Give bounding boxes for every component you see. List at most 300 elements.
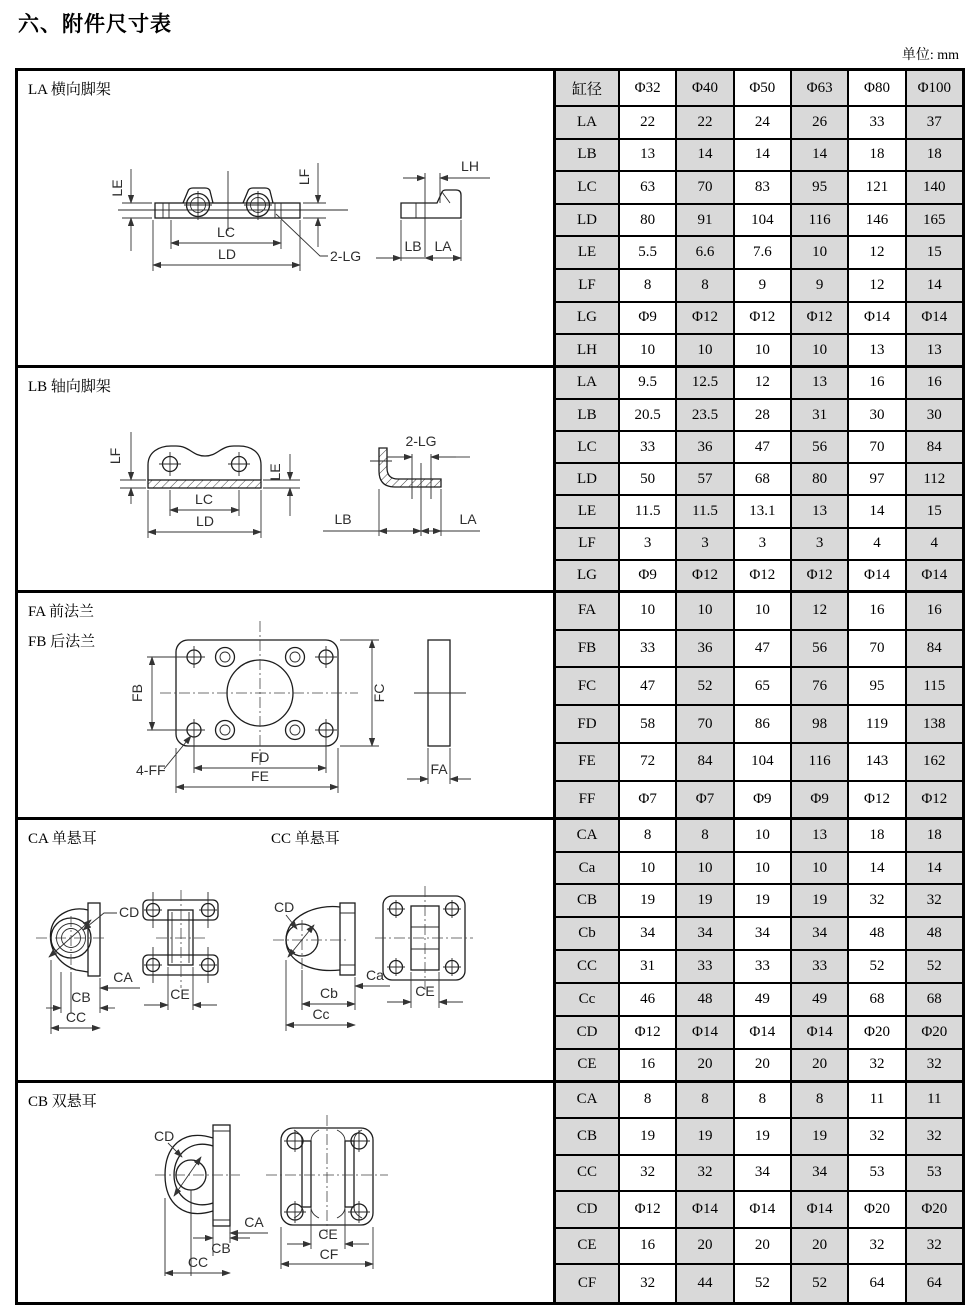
value-cell: 12.5: [677, 368, 734, 398]
value-cell: 32: [907, 1229, 962, 1264]
table-row: [556, 561, 962, 593]
dim-label-cb-cc: CC: [187, 1254, 209, 1270]
value-cell: Φ14: [677, 1017, 734, 1048]
value-cell: 76: [792, 668, 849, 704]
value-cell: 19: [735, 1119, 792, 1154]
table-row: [556, 400, 962, 432]
value-cell: 8: [735, 1083, 792, 1118]
dim-label-la: LA: [459, 511, 477, 527]
table-row: [556, 1119, 962, 1156]
section-title-fa: FA 前法兰: [28, 604, 94, 620]
value-cell: 20: [792, 1229, 849, 1264]
value-cell: Φ12: [907, 782, 962, 817]
table-row: [556, 140, 962, 173]
dim-label-lb: LB: [404, 238, 422, 254]
row-label: CC: [556, 951, 620, 982]
value-cell: 6.6: [677, 237, 734, 268]
value-cell: 3: [792, 529, 849, 559]
front-view: [129, 621, 387, 793]
value-cell: Φ14: [907, 303, 962, 334]
value-cell: 36: [677, 631, 734, 667]
dim-label-fd: FD: [250, 749, 270, 765]
value-cell: 46: [620, 984, 677, 1015]
value-cell: 70: [849, 631, 906, 667]
table-row: [556, 270, 962, 303]
value-cell: 162: [907, 744, 962, 780]
flange-drawing: [18, 593, 553, 817]
value-cell: 68: [735, 464, 792, 494]
side-view: [376, 158, 490, 261]
value-cell: 97: [849, 464, 906, 494]
table-row: [556, 432, 962, 464]
table-row: [556, 820, 962, 853]
header-cell: Φ50: [735, 71, 792, 105]
value-cell: 32: [620, 1156, 677, 1191]
table-row: [556, 205, 962, 238]
value-cell: 70: [849, 432, 906, 462]
value-cell: 30: [849, 400, 906, 430]
value-cell: 146: [849, 205, 906, 236]
value-cell: 72: [620, 744, 677, 780]
table-row: [556, 172, 962, 205]
value-cell: 3: [677, 529, 734, 559]
value-cell: 22: [677, 107, 734, 138]
value-cell: 20: [735, 1229, 792, 1264]
value-cell: 19: [677, 885, 734, 916]
value-cell: Φ9: [620, 561, 677, 590]
dimension-sheet-box: [15, 68, 965, 1305]
dim-label-fe: FE: [251, 768, 269, 784]
value-cell: 44: [677, 1265, 734, 1302]
table-row: [556, 593, 962, 631]
header-cell: Φ80: [849, 71, 906, 105]
value-cell: 14: [735, 140, 792, 171]
front-view: [109, 163, 361, 271]
value-cell: 48: [677, 984, 734, 1015]
section-title-fb: FB 后法兰: [28, 634, 96, 650]
table-header-row: [556, 71, 962, 107]
table-row: [556, 1192, 962, 1229]
row-label: LC: [556, 432, 620, 462]
row-label: LF: [556, 270, 620, 301]
table-row: [556, 918, 962, 951]
value-cell: 49: [735, 984, 792, 1015]
value-cell: 32: [849, 1119, 906, 1154]
value-cell: 33: [735, 951, 792, 982]
value-cell: 16: [620, 1229, 677, 1264]
value-cell: 19: [735, 885, 792, 916]
value-cell: 50: [620, 464, 677, 494]
dim-label-fb: FB: [129, 684, 145, 702]
table-row: [556, 237, 962, 270]
value-cell: 34: [735, 1156, 792, 1191]
value-cell: 14: [792, 140, 849, 171]
value-cell: Φ14: [792, 1017, 849, 1048]
ca-front-view: [143, 890, 218, 1010]
value-cell: 19: [677, 1119, 734, 1154]
table-row: [556, 984, 962, 1017]
value-cell: 121: [849, 172, 906, 203]
header-cell-bore: 缸径: [556, 71, 620, 105]
row-label: CE: [556, 1050, 620, 1080]
value-cell: 13.1: [735, 496, 792, 526]
value-cell: 34: [620, 918, 677, 949]
row-label: FC: [556, 668, 620, 704]
value-cell: 12: [792, 593, 849, 629]
dim-label-lg: 2-LG: [330, 248, 362, 264]
value-cell: 4: [907, 529, 962, 559]
row-label: CB: [556, 885, 620, 916]
dim-label-ca-cc: CC: [65, 1009, 87, 1025]
value-cell: 9.5: [620, 368, 677, 398]
value-cell: 80: [620, 205, 677, 236]
value-cell: 31: [620, 951, 677, 982]
value-cell: Φ14: [907, 561, 962, 590]
row-label: CD: [556, 1192, 620, 1227]
table-row: [556, 1017, 962, 1050]
panel-single-clevis: [18, 820, 553, 1083]
value-cell: 138: [907, 706, 962, 742]
value-cell: Φ12: [677, 561, 734, 590]
value-cell: Φ9: [735, 782, 792, 817]
value-cell: 16: [620, 1050, 677, 1080]
value-cell: 33: [677, 951, 734, 982]
value-cell: Φ7: [620, 782, 677, 817]
dim-label-le: LE: [267, 463, 283, 481]
value-cell: Φ14: [792, 1192, 849, 1227]
side-view: [323, 433, 480, 536]
value-cell: 23.5: [677, 400, 734, 430]
value-cell: 28: [735, 400, 792, 430]
value-cell: 9: [735, 270, 792, 301]
dim-label-cb-ce: CE: [318, 1226, 338, 1242]
value-cell: 5.5: [620, 237, 677, 268]
header-cell: Φ40: [677, 71, 734, 105]
value-cell: 34: [792, 918, 849, 949]
dim-label-cb-cd: CD: [154, 1128, 175, 1144]
value-cell: 65: [735, 668, 792, 704]
value-cell: 12: [849, 270, 906, 301]
panel-la-foot-mount: [18, 71, 553, 368]
row-label: LA: [556, 107, 620, 138]
value-cell: 14: [907, 853, 962, 884]
value-cell: 10: [677, 335, 734, 365]
row-label: LG: [556, 561, 620, 590]
single-clevis-drawing: [18, 820, 553, 1080]
value-cell: 11: [907, 1083, 962, 1118]
cc-side-view: [273, 899, 390, 1031]
row-label: LD: [556, 205, 620, 236]
value-cell: Φ12: [792, 303, 849, 334]
value-cell: 16: [849, 368, 906, 398]
value-cell: Φ20: [849, 1192, 906, 1227]
value-cell: 95: [849, 668, 906, 704]
value-cell: 48: [907, 918, 962, 949]
value-cell: 10: [677, 853, 734, 884]
value-cell: 32: [620, 1265, 677, 1302]
value-cell: 13: [792, 820, 849, 851]
dim-label-le: LE: [109, 179, 125, 197]
row-label: LB: [556, 400, 620, 430]
lb-foot-mount-drawing: [18, 368, 553, 590]
row-label: LB: [556, 140, 620, 171]
value-cell: 10: [620, 853, 677, 884]
value-cell: 33: [792, 951, 849, 982]
dim-label-ff: 4-FF: [136, 762, 166, 778]
value-cell: 19: [792, 885, 849, 916]
value-cell: 31: [792, 400, 849, 430]
value-cell: 34: [735, 918, 792, 949]
table-row: [556, 107, 962, 140]
value-cell: 10: [735, 335, 792, 365]
value-cell: Φ20: [907, 1017, 962, 1048]
dim-label-cc-cc: Cc: [312, 1006, 330, 1022]
value-cell: 4: [849, 529, 906, 559]
value-cell: 9: [792, 270, 849, 301]
value-cell: 52: [735, 1265, 792, 1302]
value-cell: 11.5: [620, 496, 677, 526]
section-title-lb: LB 轴向脚架: [28, 379, 111, 395]
row-label: CE: [556, 1229, 620, 1264]
panel-lb-foot-mount: [18, 368, 553, 593]
value-cell: 20: [677, 1229, 734, 1264]
value-cell: 12: [735, 368, 792, 398]
value-cell: 36: [677, 432, 734, 462]
row-label: LD: [556, 464, 620, 494]
value-cell: 12: [849, 237, 906, 268]
value-cell: 52: [792, 1265, 849, 1302]
dim-label-ld: LD: [218, 246, 236, 262]
table-row: [556, 706, 962, 744]
section-title-cb: CB 双悬耳: [28, 1094, 97, 1110]
value-cell: 20: [735, 1050, 792, 1080]
double-clevis-drawing: [18, 1083, 553, 1302]
value-cell: Φ12: [620, 1017, 677, 1048]
table-row: [556, 853, 962, 886]
dim-label-cc-ca: Ca: [366, 967, 384, 983]
table-row: [556, 1229, 962, 1266]
row-label: LF: [556, 529, 620, 559]
value-cell: 47: [620, 668, 677, 704]
row-label: Ca: [556, 853, 620, 884]
value-cell: 53: [907, 1156, 962, 1191]
value-cell: 19: [620, 885, 677, 916]
value-cell: 37: [907, 107, 962, 138]
dim-label-cc-cb: Cb: [320, 985, 338, 1001]
value-cell: 14: [677, 140, 734, 171]
value-cell: 64: [907, 1265, 962, 1302]
value-cell: 165: [907, 205, 962, 236]
value-cell: 143: [849, 744, 906, 780]
value-cell: Φ14: [849, 561, 906, 590]
section-title-la: LA 横向脚架: [28, 82, 111, 98]
dim-label-fa: FA: [430, 761, 448, 777]
value-cell: 30: [907, 400, 962, 430]
value-cell: 18: [849, 820, 906, 851]
value-cell: 26: [792, 107, 849, 138]
value-cell: 7.6: [735, 237, 792, 268]
value-cell: 34: [792, 1156, 849, 1191]
value-cell: 8: [677, 270, 734, 301]
value-cell: Φ12: [677, 303, 734, 334]
value-cell: 13: [792, 368, 849, 398]
value-cell: Φ12: [735, 561, 792, 590]
value-cell: 84: [907, 631, 962, 667]
value-cell: 18: [907, 140, 962, 171]
value-cell: 112: [907, 464, 962, 494]
row-label: LA: [556, 368, 620, 398]
value-cell: 8: [620, 1083, 677, 1118]
value-cell: 56: [792, 432, 849, 462]
value-cell: 15: [907, 237, 962, 268]
row-label: LH: [556, 335, 620, 365]
dim-label-lc: LC: [195, 491, 213, 507]
row-label: FF: [556, 782, 620, 817]
table-row: [556, 368, 962, 400]
value-cell: Φ9: [620, 303, 677, 334]
value-cell: 13: [620, 140, 677, 171]
page-title: 六、附件尺寸表: [18, 13, 172, 36]
value-cell: Φ14: [735, 1017, 792, 1048]
value-cell: 34: [677, 918, 734, 949]
row-label: CB: [556, 1119, 620, 1154]
value-cell: 10: [792, 853, 849, 884]
dim-label-ca-ca: CA: [113, 969, 133, 985]
value-cell: 14: [849, 496, 906, 526]
value-cell: 47: [735, 631, 792, 667]
table-row: [556, 303, 962, 336]
value-cell: 119: [849, 706, 906, 742]
value-cell: 3: [620, 529, 677, 559]
table-row: [556, 951, 962, 984]
dim-label-fc: FC: [371, 683, 387, 703]
dim-label-cb-cb: CB: [211, 1240, 231, 1256]
value-cell: 53: [849, 1156, 906, 1191]
value-cell: 8: [620, 270, 677, 301]
value-cell: 116: [792, 205, 849, 236]
value-cell: 10: [735, 853, 792, 884]
row-label: Cb: [556, 918, 620, 949]
value-cell: 18: [849, 140, 906, 171]
value-cell: 95: [792, 172, 849, 203]
value-cell: 8: [792, 1083, 849, 1118]
value-cell: 13: [907, 335, 962, 365]
drawings-column: [18, 71, 556, 1302]
panel-double-clevis: [18, 1083, 553, 1302]
value-cell: 47: [735, 432, 792, 462]
value-cell: 32: [907, 1119, 962, 1154]
panel-flange: [18, 593, 553, 820]
value-cell: Φ14: [735, 1192, 792, 1227]
section-title-ca: CA 单悬耳: [28, 831, 97, 847]
side-view: [407, 640, 471, 784]
dim-label-ca-cd: CD: [119, 904, 140, 920]
value-cell: 104: [735, 744, 792, 780]
value-cell: 104: [735, 205, 792, 236]
table-row: [556, 496, 962, 528]
value-cell: 33: [620, 631, 677, 667]
value-cell: Φ12: [620, 1192, 677, 1227]
value-cell: 3: [735, 529, 792, 559]
table-row: [556, 744, 962, 782]
value-cell: Φ12: [792, 561, 849, 590]
value-cell: 20.5: [620, 400, 677, 430]
value-cell: 22: [620, 107, 677, 138]
ca-side-view: [36, 903, 140, 1034]
value-cell: 98: [792, 706, 849, 742]
value-cell: 32: [849, 1050, 906, 1080]
value-cell: 32: [907, 1050, 962, 1080]
table-row: [556, 782, 962, 820]
dim-label-cb-ca: CA: [244, 1214, 264, 1230]
value-cell: 48: [849, 918, 906, 949]
header-cell: Φ100: [907, 71, 962, 105]
table-row: [556, 885, 962, 918]
row-label: LG: [556, 303, 620, 334]
front-view: [266, 1115, 388, 1269]
value-cell: 16: [907, 368, 962, 398]
value-cell: 68: [849, 984, 906, 1015]
value-cell: 8: [620, 820, 677, 851]
side-view: [154, 1125, 268, 1276]
value-cell: 70: [677, 706, 734, 742]
value-cell: Φ20: [907, 1192, 962, 1227]
row-label: LE: [556, 496, 620, 526]
row-label: FA: [556, 593, 620, 629]
value-cell: 63: [620, 172, 677, 203]
value-cell: 84: [907, 432, 962, 462]
row-label: CA: [556, 1083, 620, 1118]
value-cell: 33: [620, 432, 677, 462]
value-cell: Φ9: [792, 782, 849, 817]
dim-label-lg: 2-LG: [405, 433, 437, 449]
dim-label-ld: LD: [196, 513, 214, 529]
value-cell: 11.5: [677, 496, 734, 526]
dim-label-ca-ce: CE: [170, 986, 190, 1002]
row-label: Cc: [556, 984, 620, 1015]
value-cell: 8: [677, 1083, 734, 1118]
value-cell: 52: [677, 668, 734, 704]
row-label: CC: [556, 1156, 620, 1191]
cc-front-view: [375, 886, 473, 1008]
value-cell: 24: [735, 107, 792, 138]
value-cell: 10: [620, 335, 677, 365]
value-cell: Φ12: [849, 782, 906, 817]
dimension-table: [556, 71, 962, 1302]
table-row: [556, 1083, 962, 1120]
row-label: FD: [556, 706, 620, 742]
value-cell: 91: [677, 205, 734, 236]
value-cell: Φ12: [735, 303, 792, 334]
table-row: [556, 631, 962, 669]
value-cell: 14: [849, 853, 906, 884]
dim-label-cc-ce: CE: [415, 983, 435, 999]
value-cell: 57: [677, 464, 734, 494]
value-cell: 11: [849, 1083, 906, 1118]
value-cell: 18: [907, 820, 962, 851]
table-row: [556, 668, 962, 706]
value-cell: 10: [792, 335, 849, 365]
row-label: CD: [556, 1017, 620, 1048]
header-cell: Φ32: [620, 71, 677, 105]
dim-label-lc: LC: [217, 224, 235, 240]
value-cell: 13: [849, 335, 906, 365]
value-cell: 20: [792, 1050, 849, 1080]
dim-label-lf: LF: [296, 168, 312, 186]
value-cell: 52: [907, 951, 962, 982]
row-label: LC: [556, 172, 620, 203]
value-cell: Φ7: [677, 782, 734, 817]
